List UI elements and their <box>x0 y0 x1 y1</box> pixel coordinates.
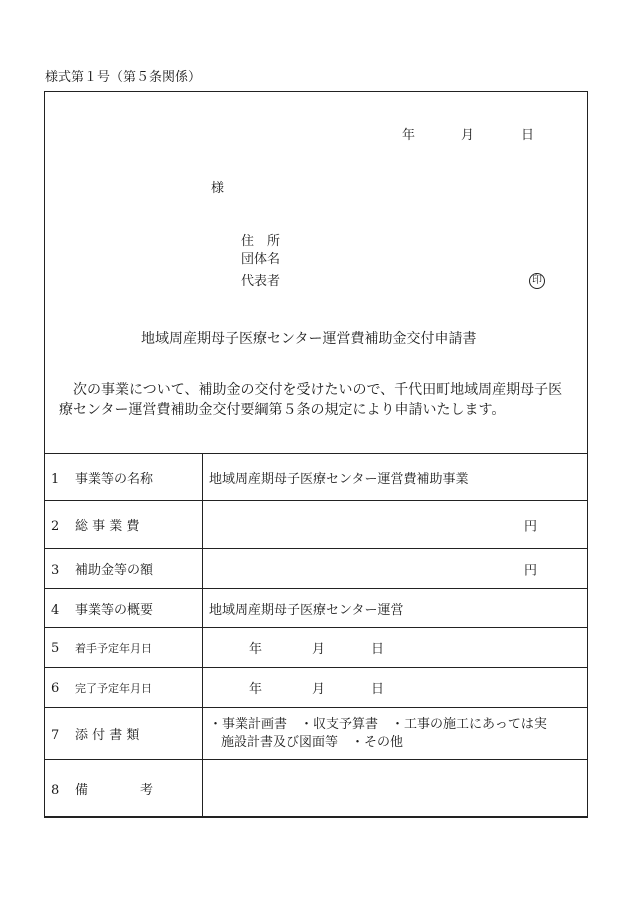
row-label: 6 完了予定年月日 <box>45 668 203 708</box>
date-year-label: 年 <box>402 128 416 143</box>
row-label: 8 備 考 <box>45 760 203 818</box>
table-row <box>45 760 588 818</box>
statement-text: 次の事業について、補助金の交付を受けたいので、千代田町地域周産期母子医療センター運営費補助金交付要綱第５条の規定により申請いたします。 <box>59 382 563 418</box>
row-label: 5 着手予定年月日 <box>45 628 203 668</box>
start-date-cell[interactable]: 年 月 日 <box>203 628 588 668</box>
application-items-table <box>44 453 588 818</box>
date-month-label: 月 <box>461 128 475 143</box>
attachments-cell[interactable] <box>203 708 588 760</box>
table-row <box>45 589 588 628</box>
row-label: 1 事業等の名称 <box>45 454 203 501</box>
address-label: 住 所 <box>241 234 281 249</box>
document-title: 地域周産期母子医療センター運営費補助金交付申請書 <box>141 331 477 347</box>
organization-label: 団体名 <box>241 252 281 267</box>
table-row <box>45 501 588 549</box>
yen-unit: 円 <box>523 563 537 578</box>
row-label: 2 総 事 業 費 <box>45 501 203 549</box>
table-row <box>45 668 588 708</box>
project-name-cell[interactable]: 地域周産期母子医療センター運営費補助事業 <box>203 454 588 501</box>
remarks-cell[interactable] <box>203 760 588 818</box>
form-number-label: 様式第１号（第５条関係） <box>45 70 202 85</box>
yen-unit: 円 <box>523 519 537 534</box>
subsidy-amount-cell[interactable] <box>203 549 588 589</box>
representative-label: 代表者 <box>241 274 281 289</box>
row-label: 4 事業等の概要 <box>45 589 203 628</box>
seal-text: 印 <box>532 275 542 286</box>
total-cost-cell[interactable] <box>203 501 588 549</box>
table-row <box>45 628 588 668</box>
date-day-label: 日 <box>521 128 535 143</box>
table-row <box>45 454 588 501</box>
application-form-frame <box>44 91 588 817</box>
table-row <box>45 708 588 760</box>
attachments-line-1: ・事業計画書 ・収支予算書 ・工事の施工にあっては実 <box>209 716 547 732</box>
table-row <box>45 549 588 589</box>
application-statement <box>59 380 575 420</box>
seal-mark-icon <box>529 273 545 289</box>
row-label: 7 添 付 書 類 <box>45 708 203 760</box>
form-header <box>45 92 587 454</box>
recipient-suffix: 様 <box>211 181 225 196</box>
completion-date-cell[interactable]: 年 月 日 <box>203 668 588 708</box>
project-summary-cell[interactable]: 地域周産期母子医療センター運営 <box>203 589 588 628</box>
attachments-line-2: 施設計書及び図面等 ・その他 <box>221 734 404 750</box>
row-label: 3 補助金等の額 <box>45 549 203 589</box>
